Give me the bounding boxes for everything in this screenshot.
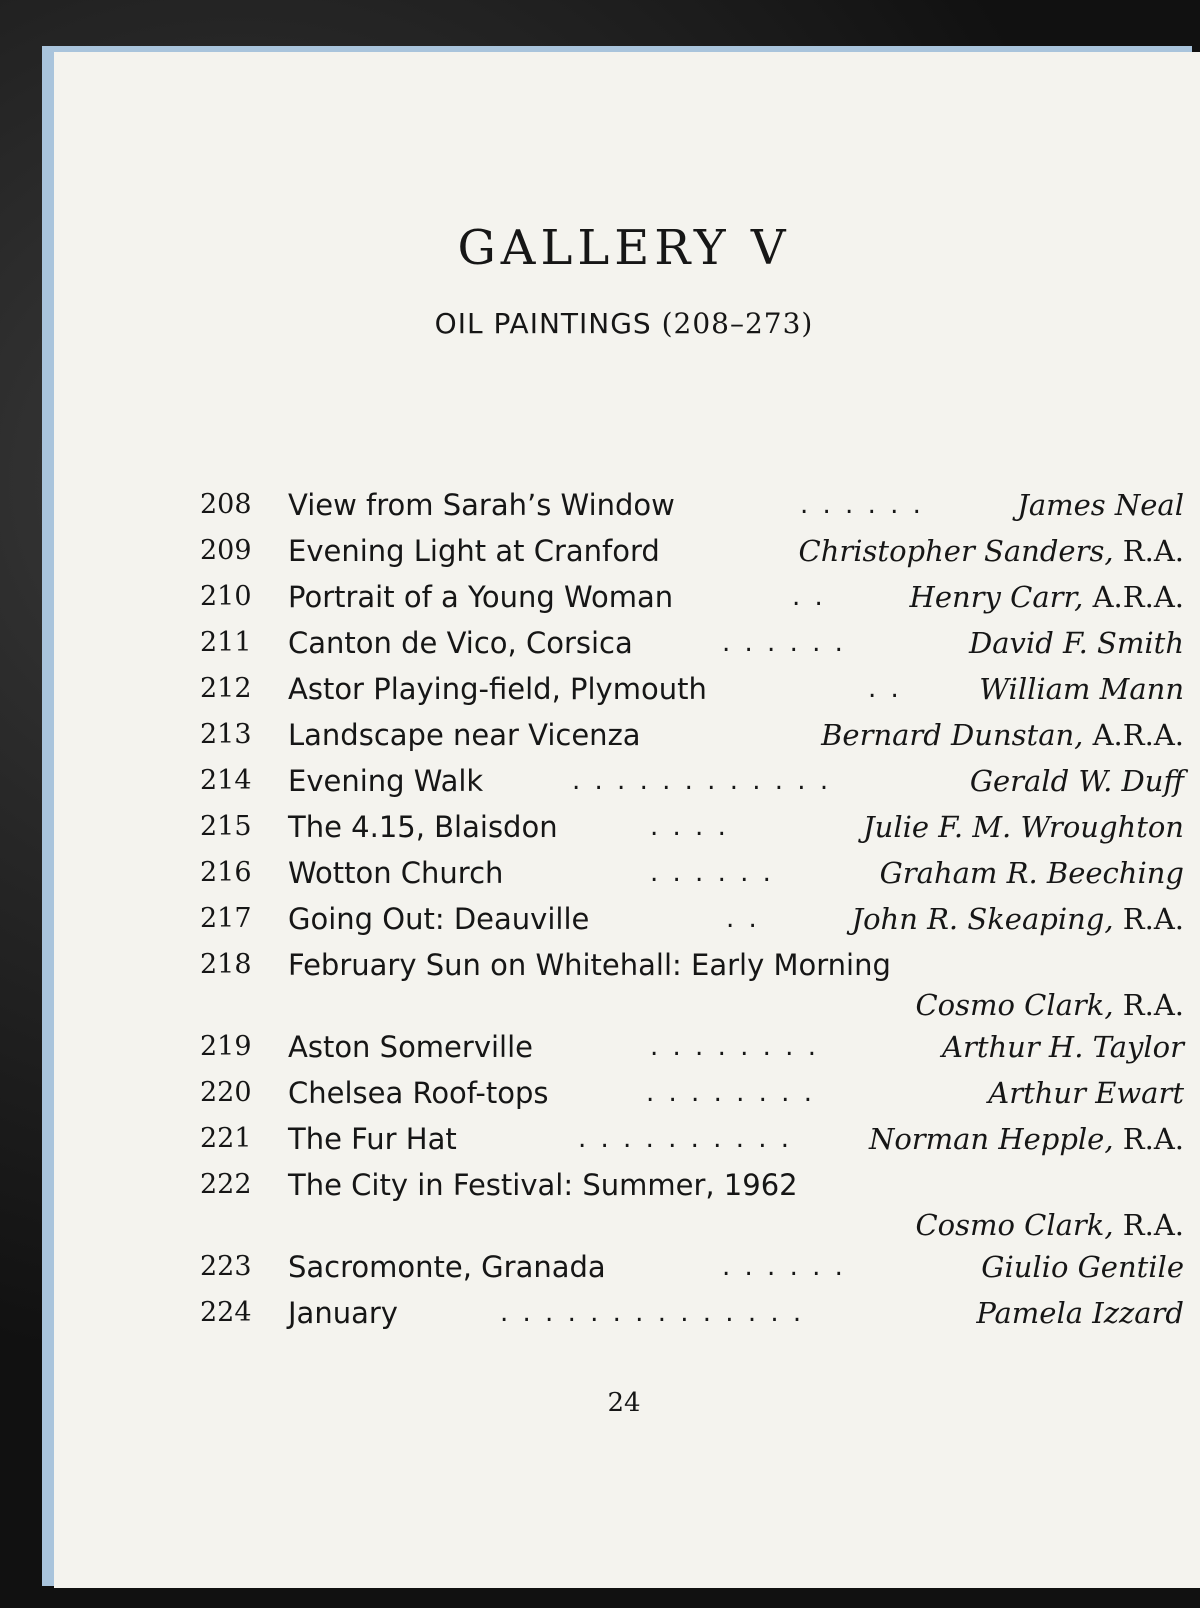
artist-name: Arthur H. Taylor [942,1030,1184,1064]
entry-title: Portrait of a Young Woman [288,580,674,614]
page-number: 24 [607,1388,641,1418]
entry-number: 209 [200,535,252,566]
artist-name: John R. Skeaping, [851,902,1114,936]
entry-title: February Sun on Whitehall: Early Morning [288,948,891,982]
list-item [200,758,1200,804]
entry-artist [851,896,1184,942]
artist-honours: A.R.A. [1092,718,1184,752]
artist-name: Norman Hepple, [868,1122,1114,1156]
dot-leader: . . [726,904,760,934]
dot-leader: . . . . . . [722,628,846,658]
artist-name: David F. Smith [969,626,1184,660]
list-item [200,1244,1200,1290]
artist-name: Arthur Ewart [988,1076,1184,1110]
section-heading [54,307,1194,340]
entry-number: 222 [200,1169,252,1200]
artist-honours: R.A. [1122,988,1184,1022]
artist-honours: A.R.A. [1092,580,1184,614]
artist-name: Cosmo Clark, [915,988,1114,1022]
entry-artist [880,850,1184,896]
entry-artist [976,1290,1184,1336]
section-range: (208–273) [661,307,814,340]
artist-name: Bernard Dunstan, [821,718,1084,752]
artist-name: Gerald W. Duff [969,764,1184,798]
entry-artist [821,712,1184,758]
entry-artist [970,758,1184,804]
entry-title: Sacromonte, Granada [288,1250,606,1284]
list-item [200,1070,1200,1116]
artist-name: Julie F. M. Wroughton [863,810,1184,844]
list-item [200,574,1200,620]
entry-number: 218 [200,949,252,980]
entry-number: 210 [200,581,252,612]
entry-artist [1017,482,1184,528]
entry-number: 214 [200,765,252,796]
entry-title: Evening Walk [288,764,484,798]
dot-leader: . . . . . . . . . . [578,1124,793,1154]
artist-name: Henry Carr, [909,580,1084,614]
entry-number: 216 [200,857,252,888]
entry-number: 215 [200,811,252,842]
artist-honours: R.A. [1122,1208,1184,1242]
list-item-continuation [200,982,1200,1028]
list-item [200,804,1200,850]
entry-title: The Fur Hat [288,1122,457,1156]
list-item [200,1290,1200,1336]
entry-title: Landscape near Vicenza [288,718,641,752]
entry-artist [869,1116,1184,1162]
entry-number: 213 [200,719,252,750]
entry-number: 224 [200,1297,252,1328]
entry-artist [863,804,1184,850]
list-item [200,850,1200,896]
entry-number: 223 [200,1251,252,1282]
artist-name: Cosmo Clark, [915,1208,1114,1242]
entry-title: Astor Playing-field, Plymouth [288,672,707,706]
entry-artist [915,1202,1184,1248]
entry-number: 217 [200,903,252,934]
entry-artist [981,1244,1184,1290]
dot-leader: . . [792,582,826,612]
entry-number: 212 [200,673,252,704]
artist-name: Graham R. Beeching [879,856,1184,890]
entry-artist [942,1024,1184,1070]
list-item [200,482,1200,528]
artist-honours: R.A. [1122,902,1184,936]
entry-title: Going Out: Deauville [288,902,590,936]
entry-title: Canton de Vico, Corsica [288,626,633,660]
entry-number: 208 [200,489,252,520]
artist-name: Giulio Gentile [981,1250,1184,1284]
entry-artist [969,620,1184,666]
artist-name: Pamela Izzard [976,1296,1184,1330]
entry-title: Evening Light at Cranford [288,534,660,568]
gallery-title: GALLERY V [457,220,791,276]
list-item [200,896,1200,942]
dot-leader: . . [868,674,902,704]
catalogue-page [54,52,1200,1588]
list-item-continuation [200,1202,1200,1248]
artist-name: William Mann [979,672,1184,706]
entry-artist [910,574,1184,620]
artist-honours: R.A. [1122,1122,1184,1156]
entry-artist [799,528,1184,574]
dot-leader: . . . . . . [650,858,774,888]
artist-honours: R.A. [1122,534,1184,568]
list-item [200,620,1200,666]
entry-title: The City in Festival: Summer, 1962 [288,1168,798,1202]
artist-name: James Neal [1017,488,1184,522]
entry-title: Chelsea Roof-tops [288,1076,549,1110]
entry-title: Wotton Church [288,856,504,890]
dot-leader: . . . . . . [722,1252,846,1282]
dot-leader: . . . . . . . . . . . . . . [500,1298,805,1328]
list-item [200,528,1200,574]
section-label: OIL PAINTINGS [434,307,652,340]
list-item [200,1024,1200,1070]
entry-title: January [288,1296,398,1330]
entry-number: 220 [200,1077,252,1108]
entry-title: The 4.15, Blaisdon [288,810,558,844]
entry-artist [979,666,1184,712]
list-item [200,666,1200,712]
artist-name: Christopher Sanders, [798,534,1114,568]
entry-title: Aston Somerville [288,1030,533,1064]
entry-artist [988,1070,1184,1116]
list-item [200,712,1200,758]
entry-number: 219 [200,1031,252,1062]
dot-leader: . . . . . . [800,490,924,520]
dot-leader: . . . . . . . . [646,1078,815,1108]
entry-number: 211 [200,627,252,658]
dot-leader: . . . . . . . . . . . . [572,766,832,796]
entry-title: View from Sarah’s Window [288,488,675,522]
entry-artist [915,982,1184,1028]
list-item [200,1116,1200,1162]
entry-number: 221 [200,1123,252,1154]
dot-leader: . . . . . . . . [650,1032,819,1062]
dot-leader: . . . . [650,812,729,842]
